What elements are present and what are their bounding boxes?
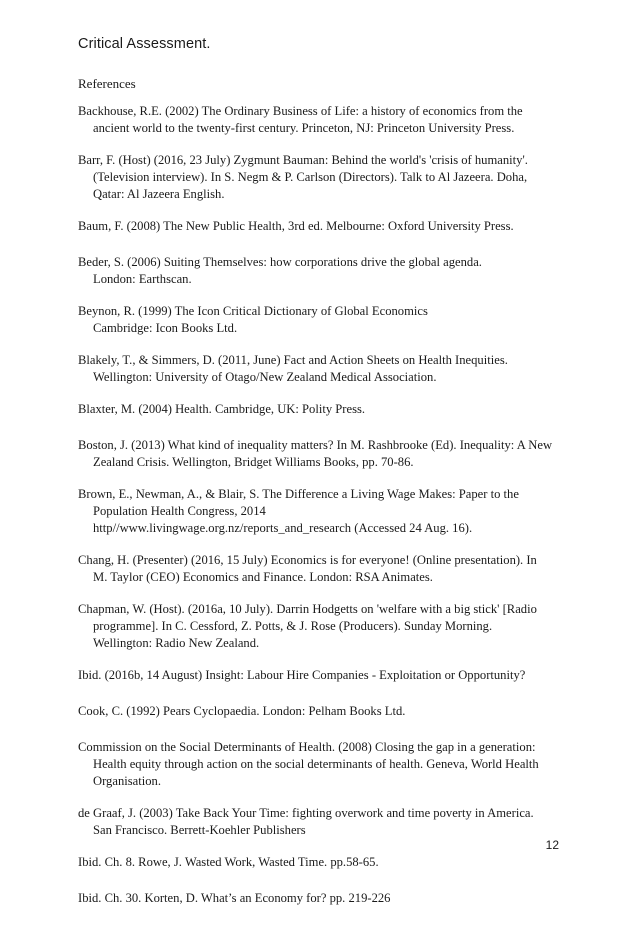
reference-line: Health equity through action on the social determinants of health. Geneva, World Health	[93, 757, 539, 771]
reference-commission	[78, 739, 568, 790]
reference-backhouse	[78, 103, 568, 137]
reference-line: Beynon, R. (1999) The Icon Critical Dictionary of Global Economics	[78, 304, 428, 318]
reference-line: Ibid. Ch. 8. Rowe, J. Wasted Work, Wasted Time. pp.58-65.	[78, 855, 379, 869]
reference-blaxter	[78, 401, 568, 418]
reference-line: Ibid. Ch. 30. Korten, D. What’s an Economy for? pp. 219-226	[78, 891, 391, 905]
reference-brown	[78, 486, 568, 537]
reference-boston	[78, 437, 568, 471]
reference-ibid-ch8	[78, 854, 568, 871]
reference-beynon	[78, 303, 568, 337]
reference-line: Ibid. (2016b, 14 August) Insight: Labour Hire Companies - Exploitation or Opportunity?	[78, 668, 526, 682]
reference-line: Qatar: Al Jazeera English.	[93, 187, 225, 201]
reference-line: Cook, C. (1992) Pears Cyclopaedia. London: Pelham Books Ltd.	[78, 704, 406, 718]
references-heading: References	[78, 76, 136, 91]
reference-line: Beder, S. (2006) Suiting Themselves: how corporations drive the global agenda.	[78, 255, 482, 269]
reference-line: Commission on the Social Determinants of Health. (2008) Closing the gap in a generation:	[78, 740, 536, 754]
reference-ibid-2016b	[78, 667, 568, 684]
document-header: Critical Assessment.	[78, 36, 211, 52]
reference-line: Baum, F. (2008) The New Public Health, 3rd ed. Melbourne: Oxford University Press.	[78, 219, 514, 233]
reference-line: ancient world to the twenty-first century. Princeton, NJ: Princeton University Press.	[93, 121, 515, 135]
reference-line: Chapman, W. (Host). (2016a, 10 July). Darrin Hodgetts on 'welfare with a big stick' [Radio	[78, 602, 537, 616]
reference-ibid-ch30	[78, 890, 568, 907]
reference-line: Wellington: University of Otago/New Zealand Medical Association.	[93, 370, 437, 384]
reference-line: Zealand Crisis. Wellington, Bridget Williams Books, pp. 70-86.	[93, 455, 414, 469]
reference-line: Population Health Congress, 2014	[93, 504, 266, 518]
reference-line: Blakely, T., & Simmers, D. (2011, June) Fact and Action Sheets on Health Inequities.	[78, 353, 508, 367]
reference-baum	[78, 218, 568, 235]
reference-line: San Francisco. Berrett-Koehler Publishers	[93, 823, 306, 837]
reference-line: Boston, J. (2013) What kind of inequality matters? In M. Rashbrooke (Ed). Inequality: A New	[78, 438, 553, 452]
reference-line: London: Earthscan.	[93, 272, 192, 286]
reference-line: Organisation.	[93, 774, 161, 788]
reference-line: Brown, E., Newman, A., & Blair, S. The Difference a Living Wage Makes: Paper to the	[78, 487, 519, 501]
reference-line: M. Taylor (CEO) Economics and Finance. London: RSA Animates.	[93, 570, 433, 584]
reference-line: Backhouse, R.E. (2002) The Ordinary Business of Life: a history of economics from the	[78, 104, 523, 118]
reference-barr	[78, 152, 568, 203]
reference-de-graaf	[78, 805, 568, 839]
reference-line: http//www.livingwage.org.nz/reports_and_research (Accessed 24 Aug. 16).	[93, 521, 473, 535]
reference-chang	[78, 552, 568, 586]
reference-line: Wellington: Radio New Zealand.	[93, 636, 260, 650]
reference-blakely	[78, 352, 568, 386]
reference-line: Blaxter, M. (2004) Health. Cambridge, UK: Polity Press.	[78, 402, 366, 416]
references-list	[78, 103, 568, 926]
reference-line: programme]. In C. Cessford, Z. Potts, & J. Rose (Producers). Sunday Morning.	[93, 619, 493, 633]
reference-chapman	[78, 601, 568, 652]
reference-line: Barr, F. (Host) (2016, 23 July) Zygmunt Bauman: Behind the world's 'crisis of humanity'.	[78, 153, 528, 167]
reference-beder	[78, 254, 568, 288]
reference-line: de Graaf, J. (2003) Take Back Your Time: fighting overwork and time poverty in America.	[78, 806, 534, 820]
reference-line: (Television interview). In S. Negm & P. Carlson (Directors). Talk to Al Jazeera. Doha,	[93, 170, 528, 184]
reference-cook	[78, 703, 568, 720]
reference-line: Cambridge: Icon Books Ltd.	[93, 321, 238, 335]
page-number: 12	[545, 838, 559, 852]
reference-line: Chang, H. (Presenter) (2016, 15 July) Economics is for everyone! (Online presentation). In	[78, 553, 537, 567]
